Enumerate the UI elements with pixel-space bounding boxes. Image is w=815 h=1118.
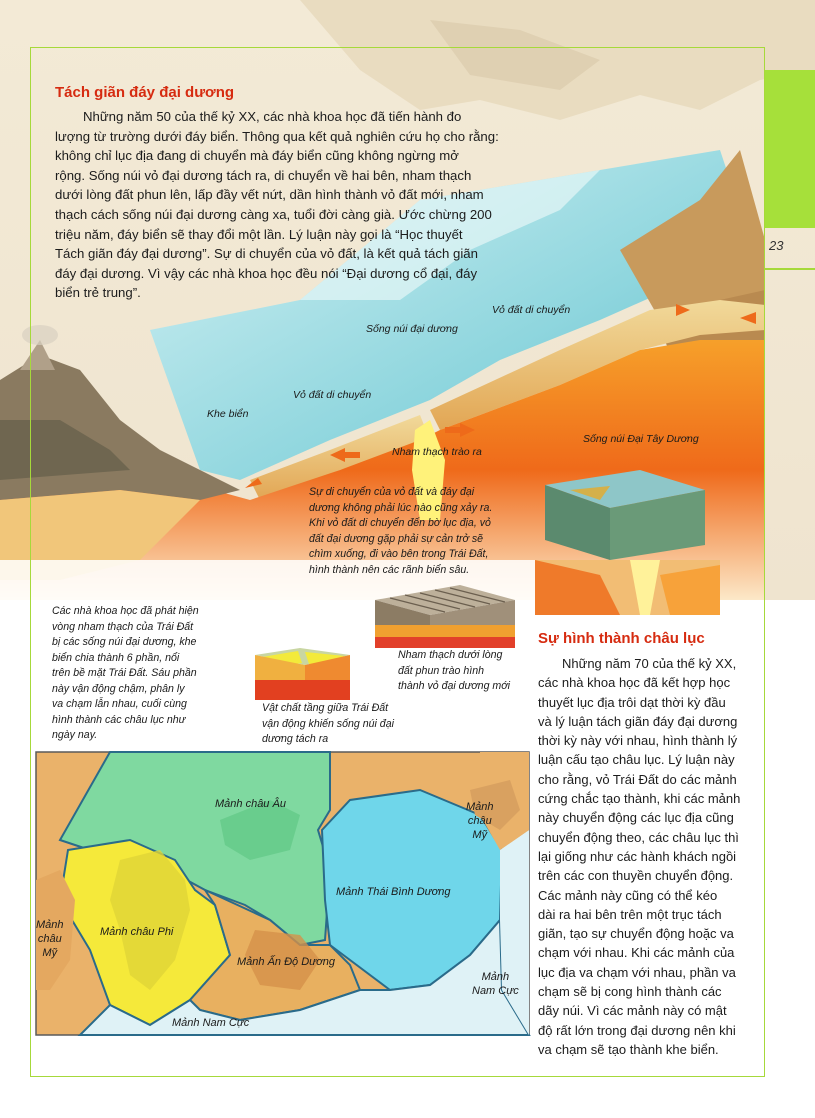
section2-line: cho rằng, vỏ Trái Đất do các mảnh bbox=[538, 771, 737, 787]
map-label-namerica bbox=[466, 800, 494, 842]
section2-line: dãy núi. Vì các mảnh này có mật bbox=[538, 1003, 727, 1019]
section2-line: chạm sẽ bị cong hình thành các bbox=[538, 984, 722, 1000]
section1-title: Tách giãn đáy đại dương bbox=[55, 84, 235, 101]
map-label-africa: Mảnh châu Phi bbox=[100, 926, 174, 938]
section1-line: triệu năm, đáy biển sẽ thay đổi một lần. Lý luận này gọi là “Học thuyết bbox=[55, 226, 463, 242]
label-crust-moving-left: Vỏ đất di chuyển bbox=[293, 389, 372, 401]
section1-line: dưới lòng đất phun lên, lấp đầy vết nứt, dần hình thành vỏ đất mới, nham bbox=[55, 187, 484, 203]
section1-line: biển trẻ trung”. bbox=[55, 285, 141, 301]
caption-line: vận động khiến sống núi đại bbox=[262, 717, 394, 730]
section2-line: giãn, tạo sự chuyển động hoặc va bbox=[538, 926, 734, 942]
caption-line: hình thành nên các rãnh biển sâu. bbox=[309, 563, 470, 576]
section1-line: Những năm 50 của thế kỷ XX, các nhà khoa học đã tiến hành đo bbox=[83, 109, 462, 124]
caption-line: bị các sống núi đại dương, khe bbox=[52, 636, 197, 648]
section2-line: Các mảnh này cũng có thể kéo bbox=[538, 887, 718, 903]
section2-line: dài ra hai bên trên một trục tách bbox=[538, 906, 722, 922]
label-crust-moving-right: Vỏ đất di chuyển bbox=[492, 304, 571, 316]
caption-line: thành vỏ đại dương mới bbox=[398, 680, 510, 692]
caption-line: Vật chất tầng giữa Trái Đất bbox=[262, 702, 389, 714]
section1-line: lượng từ trường dưới đáy biển. Thông qua kết quả nghiên cứu họ cho rằng: bbox=[55, 128, 499, 144]
section2-line: trên các con thuyền chuyển động. bbox=[538, 868, 734, 884]
caption-subduction bbox=[309, 485, 531, 578]
caption-line: hình thành các châu lục như bbox=[52, 713, 186, 726]
caption-middle-layer bbox=[262, 701, 422, 748]
map-label-line: Mảnh bbox=[36, 919, 64, 931]
section1-line: rộng. Sống núi vỏ đại dương tách ra, di chuyển về hai bên, nham thạch bbox=[55, 167, 472, 183]
caption-line: biển chia thành 6 phần, nổi bbox=[52, 651, 180, 664]
caption-line: ngày nay. bbox=[52, 729, 98, 741]
section2-line: Những năm 70 của thế kỷ XX, bbox=[562, 656, 737, 671]
section2-line: thuyết lục địa trôi dạt thời kỳ đầu bbox=[538, 694, 726, 710]
label-ocean-ridge: Sống núi đại dương bbox=[366, 323, 458, 335]
section2-line: lục địa va chạm với nhau, phần va bbox=[538, 964, 736, 980]
page-number: 23 bbox=[769, 238, 784, 253]
map-label-line: Mỹ bbox=[42, 947, 58, 959]
label-trench: Khe biển bbox=[207, 408, 249, 420]
section1-line: đáy đại dương. Vì vậy các nhà khoa học đều nói “Đại dương cổ đại, đáy bbox=[55, 265, 478, 281]
caption-line: Nham thạch dưới lòng bbox=[398, 649, 503, 661]
caption-line: trên bề mặt Trái Đất. Sáu phần bbox=[52, 667, 197, 679]
map-label-indo: Mảnh Ấn Độ Dương bbox=[237, 956, 336, 968]
map-label-samerica bbox=[36, 918, 64, 960]
section2-title: Sự hình thành châu lục bbox=[538, 630, 705, 647]
caption-plates bbox=[52, 604, 252, 744]
page-tab-line bbox=[765, 268, 815, 270]
section2-line: này chuyển động các lục địa cũng bbox=[538, 810, 734, 826]
caption-line: đất đại dương gặp phải sự cản trở sẽ bbox=[309, 532, 484, 545]
section2-text bbox=[538, 654, 753, 1059]
section1-line: không chỉ lục địa đang di chuyển mà đáy biển cũng không ngừng mở bbox=[55, 148, 459, 164]
section2-line: các nhà khoa học đã kết hợp học bbox=[538, 675, 731, 691]
map-label-antarctic-right bbox=[472, 970, 519, 998]
section1-line: thạch cách sống núi đại dương càng xa, tuổi đời càng già. Ước chừng 200 bbox=[55, 206, 492, 222]
caption-line: này vận động chậm, phân ly bbox=[52, 682, 185, 695]
caption-magma bbox=[398, 648, 530, 695]
caption-line: dương không phải lúc nào cũng xảy ra. bbox=[309, 501, 493, 514]
section2-line: lại giống như các hành khách ngồi bbox=[538, 848, 737, 864]
label-atlantic-ridge: Sống núi Đại Tây Dương bbox=[583, 433, 699, 445]
caption-line: dương tách ra bbox=[262, 733, 329, 745]
page-tab bbox=[765, 70, 815, 228]
map-label-line: Nam Cực bbox=[472, 985, 519, 997]
section2-line: va chạm sẽ tạo thành khe biển. bbox=[538, 1041, 719, 1057]
map-label-line: châu bbox=[467, 815, 492, 827]
caption-line: Khi vỏ đất di chuyển đến bờ lục địa, vỏ bbox=[309, 517, 491, 529]
caption-line: Sự di chuyển của vỏ đất và đáy đại bbox=[309, 486, 475, 498]
section2-line: độ rất lớn trong đại dương nên khi bbox=[538, 1022, 736, 1038]
label-magma: Nham thạch trào ra bbox=[392, 446, 482, 458]
caption-line: đất phun trào hình bbox=[398, 664, 484, 677]
section2-line: chuyển động theo, các châu lục thì bbox=[538, 829, 739, 845]
section2-line: cứng chắc tạo thành, khi các mảnh bbox=[538, 791, 741, 807]
map-label-line: châu bbox=[37, 933, 62, 945]
caption-line: va chạm lẫn nhau, cuối cùng bbox=[52, 698, 187, 710]
map-label-pacific: Mảnh Thái Bình Dương bbox=[336, 886, 451, 898]
section2-line: thời kỳ này với nhau, hình thành lý bbox=[538, 733, 738, 749]
map-label-line: Mảnh bbox=[466, 801, 494, 813]
map-label-eurasia: Mảnh châu Âu bbox=[215, 798, 286, 810]
section1-line: Tách giãn đáy đại dương”. Sự di chuyển của vỏ đất, là kết quả tách giãn bbox=[55, 246, 478, 262]
section2-line: chạm với nhau. Khi các mảnh của bbox=[538, 945, 735, 961]
section2-line: luận cấu tạo châu lục. Lý luận này bbox=[538, 752, 735, 768]
section1-text bbox=[55, 107, 545, 303]
caption-line: vòng nham thạch của Trái Đất bbox=[52, 620, 194, 633]
map-label-line: Mỹ bbox=[472, 829, 488, 841]
map-label-line: Mảnh bbox=[481, 971, 510, 983]
map-label-antarctic-bottom: Mảnh Nam Cực bbox=[172, 1017, 250, 1029]
section2-line: và lý luận tách giãn đáy đại dương bbox=[538, 713, 738, 729]
caption-line: chìm xuống, đi vào bên trong Trái Đất, bbox=[309, 548, 489, 560]
caption-line: Các nhà khoa học đã phát hiện bbox=[52, 605, 199, 617]
